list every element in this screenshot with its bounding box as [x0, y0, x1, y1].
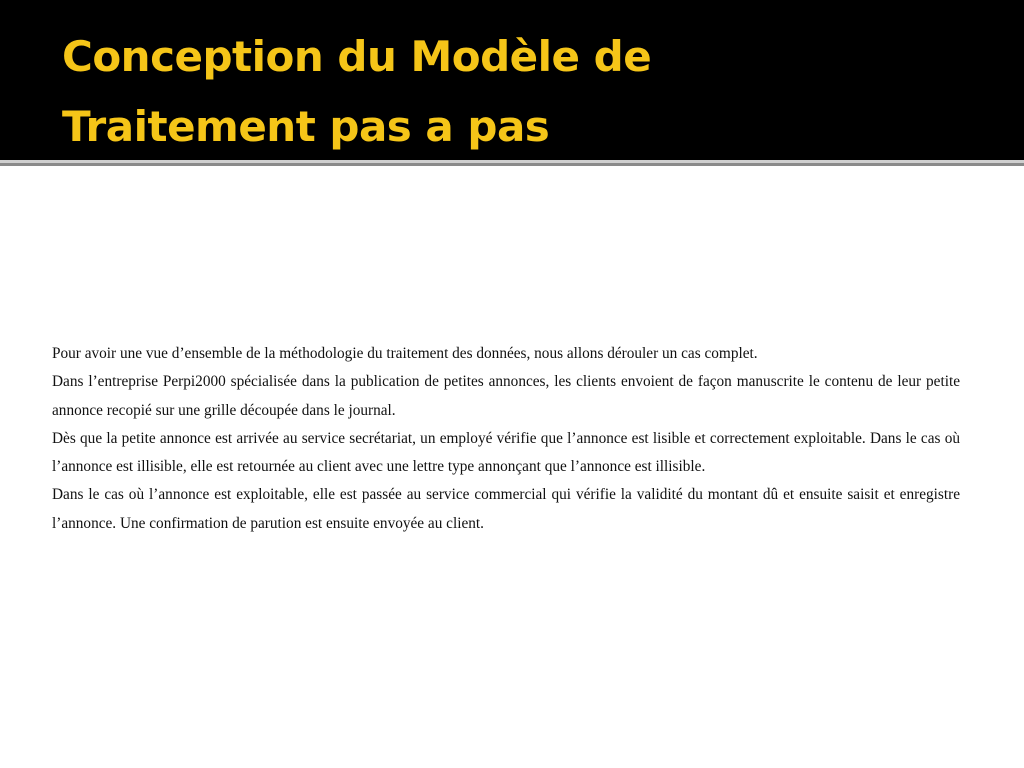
- title-band: [0, 0, 1024, 160]
- title-divider-dark: [0, 163, 1024, 166]
- slide-title-line-2: Traitement pas a pas: [62, 102, 550, 151]
- slide-title-line-1: Conception du Modèle de: [62, 32, 652, 81]
- body-paragraph-2: Dans l’entreprise Perpi2000 spécialisée dans la publication de petites annonces, les clients envoient de façon manuscrite le contenu de leur petite annonce recopié sur une grille découpée dans le journal.: [52, 373, 960, 419]
- body-paragraph-1: Pour avoir une vue d’ensemble de la méthodologie du traitement des données, nous allons dérouler un cas complet.: [52, 345, 758, 362]
- slide-title: [62, 22, 962, 162]
- body-paragraph-3: Dès que la petite annonce est arrivée au service secrétariat, un employé vérifie que l’annonce est lisible et correctement exploitable. Dans le cas où l’annonce est illisible, elle est retournée au client avec une lettre type annonçant que l’annonce est illisible.: [52, 429, 960, 476]
- slide-body-text: [52, 340, 960, 538]
- body-paragraph-4: Dans le cas où l’annonce est exploitable, elle est passée au service commercial qui vérifie la validité du montant dû et ensuite saisit et enregistre l’annonce. Une confirmation de parution est ensuite envoyée au client.: [52, 486, 960, 532]
